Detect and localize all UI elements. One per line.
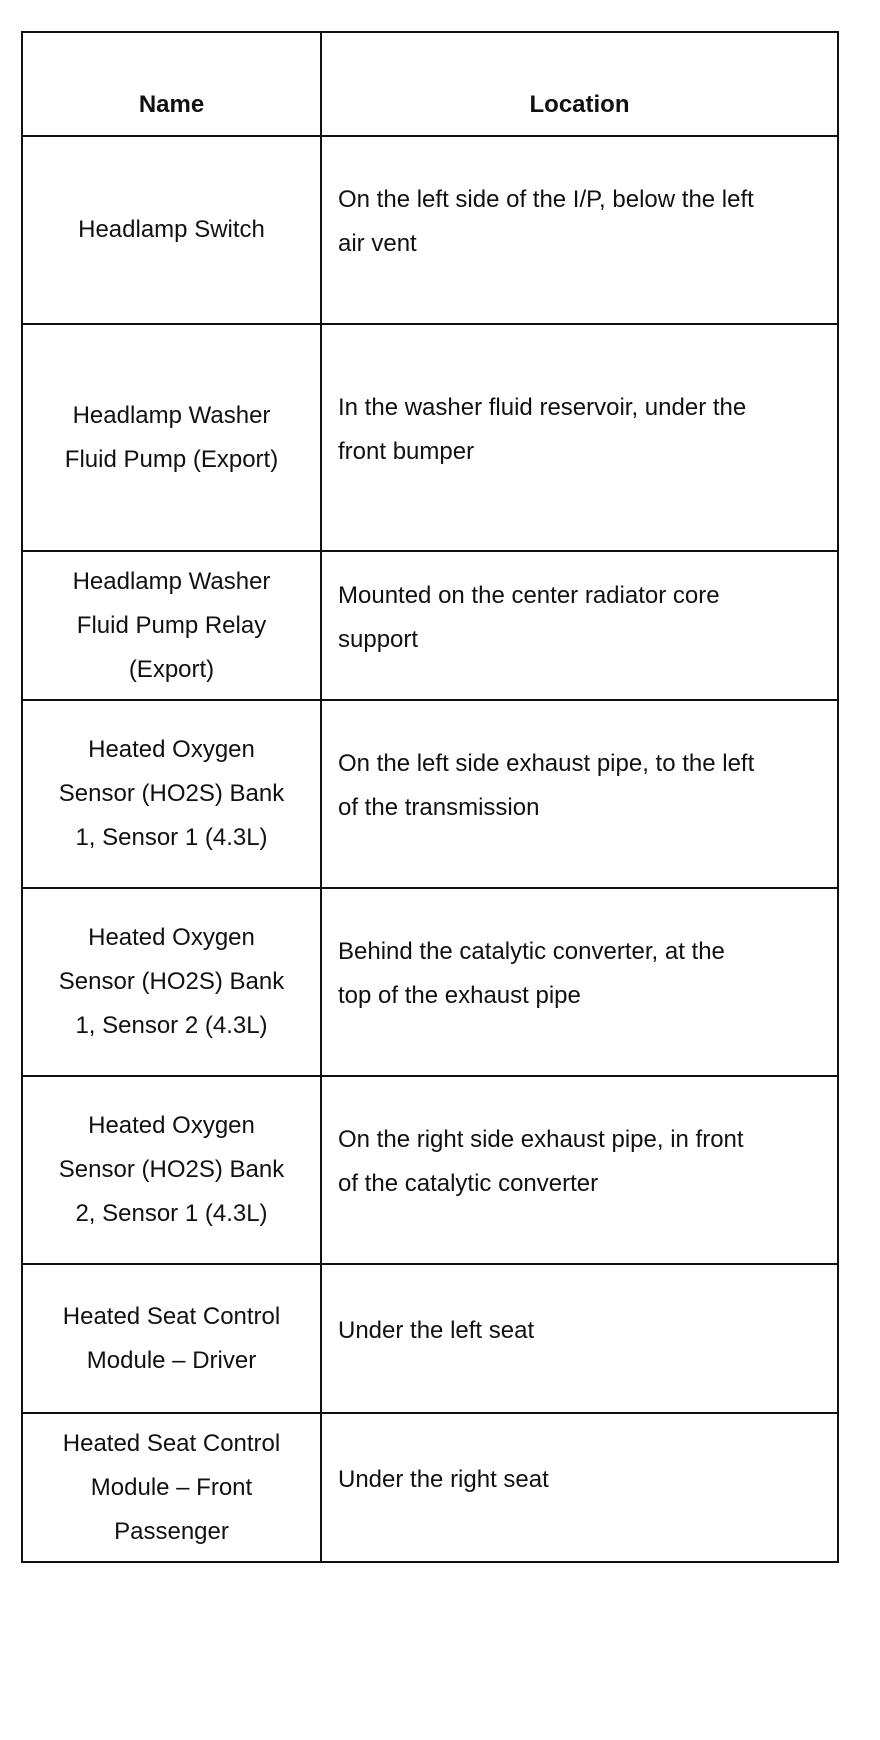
- name-cell: [22, 700, 321, 888]
- table-row: [22, 136, 838, 324]
- name-cell: [22, 324, 321, 551]
- name-cell: [22, 1264, 321, 1413]
- table-row: [22, 551, 838, 700]
- component-location: Behind the catalytic converter, at the top of the exhaust pipe: [338, 938, 725, 1009]
- component-name: Heated Seat Control Module – Driver: [62, 1302, 281, 1374]
- location-cell: [321, 1264, 838, 1413]
- table-row: [22, 324, 838, 551]
- location-cell: [321, 136, 838, 324]
- component-location: On the left side of the I/P, below the left air vent: [338, 186, 754, 257]
- location-cell: [321, 1076, 838, 1264]
- table-row: [22, 1264, 838, 1413]
- name-cell: [22, 888, 321, 1076]
- component-location: Under the left seat: [338, 1316, 535, 1344]
- component-name: Headlamp Washer Fluid Pump (Export): [64, 401, 279, 473]
- column-header-location: Location: [321, 32, 838, 136]
- location-cell: [321, 551, 838, 700]
- location-cell: [321, 324, 838, 551]
- component-name: Heated Seat Control Module – Front Passenger: [62, 1429, 281, 1545]
- component-location: Mounted on the center radiator core support: [338, 581, 720, 653]
- name-cell: [22, 1413, 321, 1562]
- component-name: Heated Oxygen Sensor (HO2S) Bank 1, Sensor 2 (4.3L): [58, 924, 285, 1039]
- name-cell: [22, 136, 321, 324]
- location-cell: [321, 888, 838, 1076]
- table-row: [22, 1413, 838, 1562]
- table-row: [22, 700, 838, 888]
- component-location: In the washer fluid reservoir, under the front bumper: [338, 393, 747, 465]
- component-location: Under the right seat: [338, 1465, 549, 1493]
- component-location-table: [21, 31, 839, 1563]
- table-row: [22, 888, 838, 1076]
- component-location: On the left side exhaust pipe, to the left of the transmission: [338, 750, 755, 821]
- table-row: [22, 1076, 838, 1264]
- component-name: Headlamp Switch: [78, 216, 265, 243]
- component-name: Headlamp Washer Fluid Pump Relay (Export): [72, 567, 271, 683]
- location-cell: [321, 1413, 838, 1562]
- header-row: [22, 32, 838, 136]
- name-cell: [22, 1076, 321, 1264]
- component-name: Heated Oxygen Sensor (HO2S) Bank 2, Sensor 1 (4.3L): [58, 1112, 285, 1227]
- location-cell: [321, 700, 838, 888]
- component-location: On the right side exhaust pipe, in front of the catalytic converter: [338, 1126, 744, 1197]
- component-name: Heated Oxygen Sensor (HO2S) Bank 1, Sensor 1 (4.3L): [58, 736, 285, 851]
- name-cell: [22, 551, 321, 700]
- column-header-name: Name: [22, 32, 321, 136]
